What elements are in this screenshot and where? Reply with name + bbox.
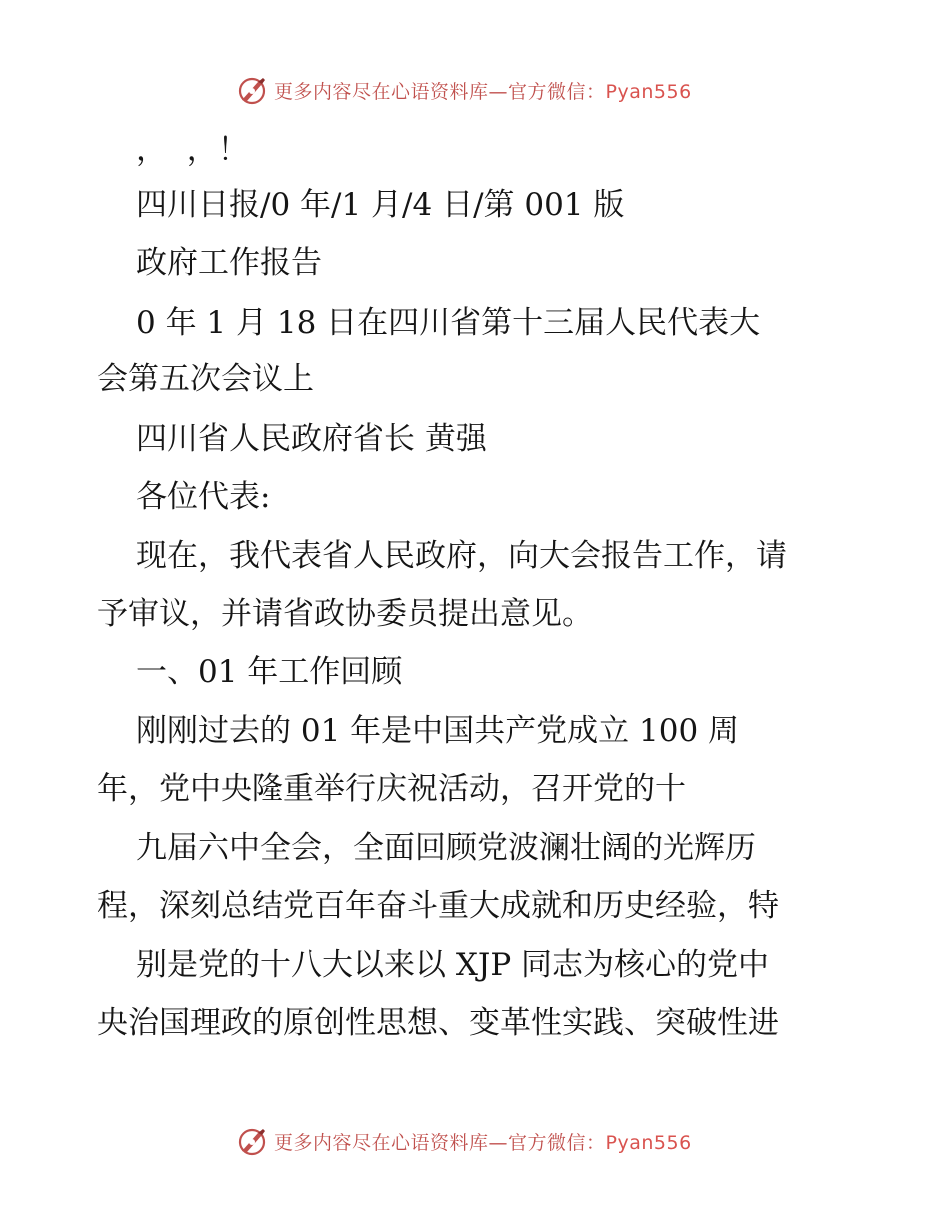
doc-line-16: 央治国理政的原创性思想、变革性实践、突破性进 — [97, 1005, 779, 1041]
doc-line-2: 四川日报/0 年/1 月/4 日/第 001 版 — [136, 187, 625, 223]
doc-line-12: 年，党中央隆重举行庆祝活动，召开党的十 — [97, 771, 686, 807]
doc-line-1: ， ，！ — [136, 132, 249, 168]
doc-line-9: 予审议，并请省政协委员提出意见。 — [97, 596, 593, 632]
pen-circle-logo-icon — [236, 74, 268, 106]
pen-circle-logo-icon — [236, 1125, 268, 1157]
doc-line-14: 程，深刻总结党百年奋斗重大成就和历史经验，特 — [97, 888, 779, 924]
doc-line-5: 会第五次会议上 — [97, 361, 314, 397]
doc-line-8: 现在，我代表省人民政府，向大会报告工作，请 — [136, 538, 787, 574]
doc-line-10: 一、01 年工作回顾 — [136, 654, 403, 690]
doc-line-11: 刚刚过去的 01 年是中国共产党成立 100 周 — [136, 713, 740, 749]
watermark-banner-top — [236, 73, 692, 107]
doc-line-4: 0 年 1 月 18 日在四川省第十三届人民代表大 — [136, 305, 761, 341]
watermark-banner-bottom — [236, 1124, 692, 1158]
watermark-text: 更多内容尽在心语资料库—官方微信：Pyan556 — [274, 80, 692, 103]
doc-line-15: 别是党的十八大以来以 XJP 同志为核心的党中 — [136, 947, 770, 983]
doc-line-13: 九届六中全会，全面回顾党波澜壮阔的光辉历 — [136, 830, 756, 866]
doc-line-3: 政府工作报告 — [136, 245, 322, 281]
doc-line-6: 四川省人民政府省长 黄强 — [136, 421, 487, 457]
doc-line-7: 各位代表: — [136, 479, 271, 515]
watermark-text: 更多内容尽在心语资料库—官方微信：Pyan556 — [274, 1131, 692, 1154]
